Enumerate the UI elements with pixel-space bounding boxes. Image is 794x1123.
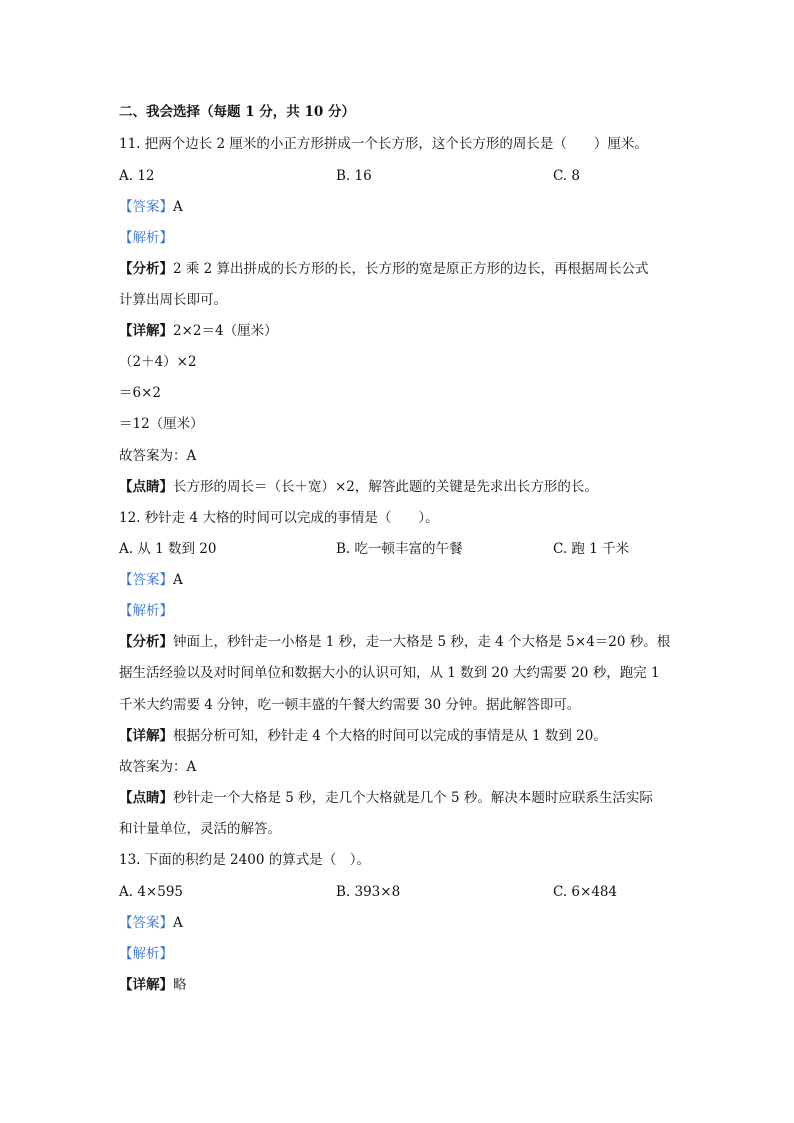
xiangjie-label: 【详解】 [119, 977, 173, 993]
question-13-option-b: B. 393×8 [336, 884, 401, 900]
question-11-answer [119, 199, 183, 215]
fenxi-text: 钟面上，秒针走一小格是 1 秒，走一大格是 5 秒，走 4 个大格是 5×4＝20 秒。根 [173, 634, 671, 650]
fenxi-text: 2 乘 2 算出拼成的长方形的长，长方形的宽是原正方形的边长，再根据周长公式 [173, 261, 649, 277]
answer-label: 【答案】 [119, 572, 173, 588]
answer-value: A [173, 199, 183, 215]
question-12-dianjing-line-2: 和计量单位，灵活的解答。 [119, 821, 281, 837]
question-13-option-a: A. 4×595 [119, 884, 183, 900]
question-13-option-c: C. 6×484 [553, 884, 618, 900]
question-12-stem: 12. 秒针走 4 大格的时间可以完成的事情是（ ）。 [119, 510, 439, 526]
answer-value: A [173, 915, 183, 931]
analysis-label: 【解析】 [119, 946, 173, 962]
question-13-stem: 13. 下面的积约是 2400 的算式是（ ）。 [119, 852, 370, 868]
dianjing-label: 【点睛】 [119, 790, 173, 806]
question-11-option-c: C. 8 [553, 168, 581, 184]
fenxi-label: 【分析】 [119, 634, 173, 650]
question-12-answer [119, 572, 183, 588]
question-11-dianjing [119, 479, 598, 495]
xiangjie-text: 略 [173, 977, 187, 993]
question-12-option-a: A. 从 1 数到 20 [119, 541, 217, 557]
section-title: 二、我会选择（每题 1 分，共 10 分） [119, 104, 355, 120]
question-13-answer [119, 915, 183, 931]
dianjing-text: 秒针走一个大格是 5 秒，走几个大格就是几个 5 秒。解决本题时应联系生活实际 [173, 790, 653, 806]
question-11-xiangjie-line-2: （2＋4）×2 [119, 354, 197, 370]
question-11-xiangjie-line-3: ＝6×2 [119, 385, 161, 401]
xiangjie-label: 【详解】 [119, 728, 173, 744]
question-11-analysis-label [119, 230, 173, 246]
question-13-xiangjie [119, 977, 187, 993]
question-11-xiangjie-line-1 [119, 323, 278, 339]
fenxi-label: 【分析】 [119, 261, 173, 277]
analysis-label: 【解析】 [119, 230, 173, 246]
question-11-xiangjie-line-4: ＝12（厘米） [119, 416, 204, 432]
question-12-option-b: B. 吃一顿丰富的午餐 [336, 541, 463, 557]
xiangjie-text: 2×2＝4（厘米） [173, 323, 278, 339]
xiangjie-text: 根据分析可知，秒针走 4 个大格的时间可以完成的事情是从 1 数到 20。 [173, 728, 607, 744]
question-12-fenxi-line-3: 千米大约需要 4 分钟，吃一顿丰盛的午餐大约需要 30 分钟。据此解答即可。 [119, 697, 581, 713]
dianjing-text: 长方形的周长＝（长＋宽）×2，解答此题的关键是先求出长方形的长。 [173, 479, 598, 495]
question-12-xiangjie-line-2: 故答案为：A [119, 759, 197, 775]
dianjing-label: 【点睛】 [119, 479, 173, 495]
question-12-option-c: C. 跑 1 千米 [553, 541, 630, 557]
question-12-dianjing-line-1 [119, 790, 653, 806]
question-12-xiangjie-line-1 [119, 728, 607, 744]
xiangjie-label: 【详解】 [119, 323, 173, 339]
analysis-label: 【解析】 [119, 603, 173, 619]
question-11-stem: 11. 把两个边长 2 厘米的小正方形拼成一个长方形，这个长方形的周长是（ ）厘米。 [119, 136, 648, 152]
question-11-option-b: B. 16 [336, 168, 372, 184]
question-11-fenxi-line-2: 计算出周长即可。 [119, 292, 227, 308]
question-13-analysis-label [119, 946, 173, 962]
question-11-xiangjie-line-5: 故答案为：A [119, 448, 197, 464]
answer-value: A [173, 572, 183, 588]
question-11-option-a: A. 12 [119, 168, 155, 184]
question-12-fenxi-line-2: 据生活经验以及对时间单位和数据大小的认识可知，从 1 数到 20 大约需要 20 秒，跑完 1 [119, 665, 660, 681]
answer-label: 【答案】 [119, 199, 173, 215]
question-11-fenxi-line-1 [119, 261, 649, 277]
question-12-fenxi-line-1 [119, 634, 670, 650]
answer-label: 【答案】 [119, 915, 173, 931]
question-12-analysis-label [119, 603, 173, 619]
